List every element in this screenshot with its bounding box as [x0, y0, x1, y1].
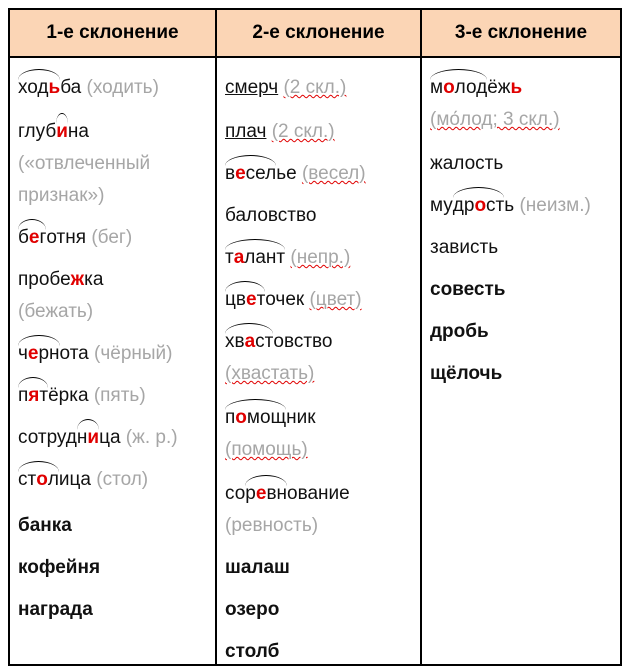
root-arc: стол — [18, 464, 59, 496]
root-arc: талант — [225, 242, 285, 274]
root-arc: ходь — [18, 72, 60, 104]
header-2nd-declension: 2-е склонение — [217, 10, 420, 56]
note-pomoshchnik: (помощь) — [225, 439, 308, 460]
root-arc: черн — [18, 338, 60, 370]
root-arc: помощ — [225, 402, 286, 434]
word-sotrudnitsa: сотрудница (ж. р.) — [18, 422, 178, 454]
note-sorevnovanie: (ревность) — [225, 515, 319, 536]
word-sovest: совесть — [430, 279, 506, 300]
word-hodba: ходьба (ходить) — [18, 72, 159, 104]
word-zhalost: жалость — [430, 153, 504, 174]
root-arc: весел — [225, 158, 276, 190]
word-mudrost: мудрость (неизм.) — [430, 190, 591, 222]
root-arc: бег — [18, 222, 46, 254]
root-arc: дрост — [453, 190, 504, 222]
word-talant: талант (непр.) — [225, 242, 350, 274]
word-begotnya: беготня (бег) — [18, 222, 132, 254]
header-1st-declension: 1-е склонение — [10, 10, 215, 56]
column-3rd-declension — [422, 58, 620, 664]
word-plach: плач (2 скл.) — [225, 121, 335, 142]
word-stolb: столб — [225, 641, 280, 662]
word-pyaterka: пятёрка (пять) — [18, 380, 146, 412]
word-drob: дробь — [430, 321, 489, 342]
word-nagrada: награда — [18, 599, 93, 620]
note-molodezh: (мо́лод; 3 скл.) — [430, 109, 560, 130]
note-glubina-1: («отвлеченный — [18, 153, 151, 174]
word-shalash: шалаш — [225, 557, 290, 578]
word-glubina: глубина — [18, 116, 89, 148]
root-arc: молод — [430, 72, 487, 104]
word-probezhka: пробежка — [18, 269, 104, 290]
word-kofeinya: кофейня — [18, 557, 101, 578]
root-arc: хваст — [225, 326, 273, 358]
root-arc: ни — [77, 422, 99, 454]
note-glubina-2: признак») — [18, 185, 105, 206]
word-smerch: смерч (2 скл.) — [225, 77, 347, 98]
root-arc: ревн — [245, 478, 287, 510]
header-3rd-declension: 3-е склонение — [422, 10, 620, 56]
root-arc: цвет — [225, 284, 265, 316]
root-arc: пят — [18, 380, 48, 412]
word-chernota: чернота (чёрный) — [18, 338, 173, 370]
word-shchelochj: щёлочь — [430, 363, 503, 384]
note-hvastovstvo: (хвастать) — [225, 363, 315, 384]
word-balovstvo: баловство — [225, 205, 317, 226]
word-pomoshchnik: помощник — [225, 402, 316, 434]
word-tsvetochek: цветочек (цвет) — [225, 284, 362, 316]
word-banka: банка — [18, 515, 72, 536]
column-1st-declension — [10, 58, 215, 664]
word-veselie: веселье (весел) — [225, 158, 366, 190]
word-hvastovstvo: хвастовство — [225, 326, 332, 358]
word-sorevnovanie: соревнование — [225, 478, 350, 510]
declension-table — [8, 8, 622, 666]
note-probezhka: (бежать) — [18, 301, 94, 322]
root-arc: и — [56, 116, 68, 148]
word-stolitsa: столица (стол) — [18, 464, 148, 496]
word-molodezh: молодёжь — [430, 72, 522, 104]
word-ozero: озеро — [225, 599, 280, 620]
word-zavist: зависть — [430, 237, 499, 258]
column-2nd-declension — [217, 58, 420, 664]
